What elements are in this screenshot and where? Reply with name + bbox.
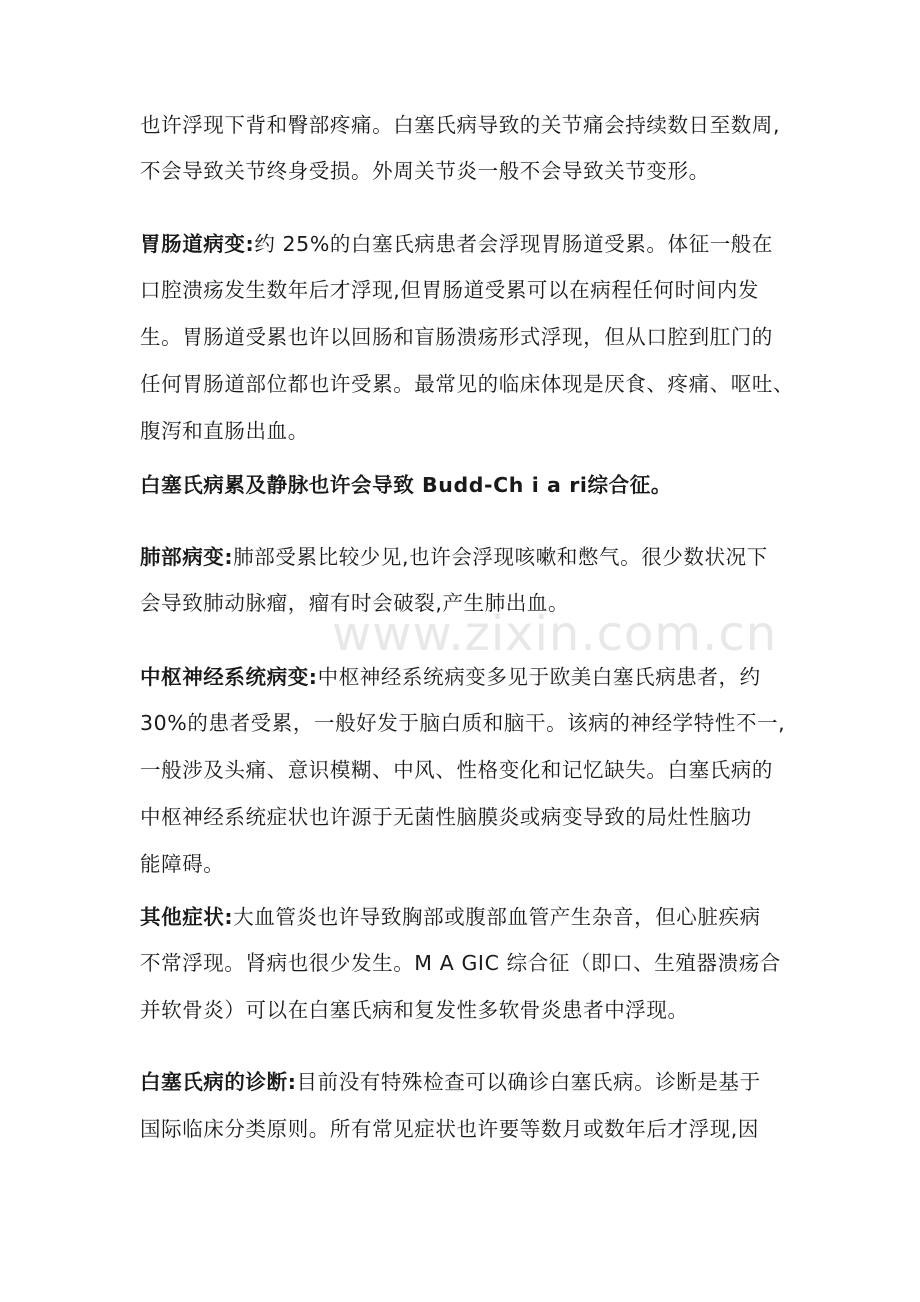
body-text: 任何胃肠道部位都也许受累。最常见的临床体现是厌食、疼痛、呕吐、: [140, 372, 795, 396]
body-text: 生。胃肠道受累也许以回肠和盲肠溃疡形式浮现，但从口腔到肛门的: [140, 325, 773, 349]
text-line: [140, 849, 800, 879]
body-text: 腹泻和直肠出血。: [140, 419, 309, 443]
text-line: [140, 802, 800, 832]
text-line: [140, 542, 800, 572]
body-text: 也许浮现下背和臀部疼痛。白塞氏病导致的关节痛会持续数日至数周,: [140, 113, 781, 137]
text-line: [140, 995, 800, 1025]
body-text: 中枢神经系统病变多见于欧美白塞氏病患者，约: [317, 665, 761, 689]
text-line: [140, 755, 800, 785]
body-text: 国际临床分类原则。所有常见症状也许要等数月或数年后才浮现,因: [140, 1117, 760, 1141]
section-heading: 白塞氏病的诊断:: [140, 1070, 297, 1094]
body-text: 肺部受累比较少见,也许会浮现咳嗽和憋气。很少数状况下: [233, 545, 768, 569]
body-text: 口腔溃疡发生数年后才浮现,但胃肠道受累可以在病程任何时间内发: [140, 278, 760, 302]
body-text: 约 25%的白塞氏病患者会浮现胃肠道受累。体征一般在: [254, 232, 773, 256]
text-line: [140, 156, 800, 186]
text-line: [140, 948, 800, 978]
text-line: [140, 275, 800, 305]
body-text: 能障碍。: [140, 852, 225, 876]
text-line: [140, 229, 800, 259]
body-text: 不会导致关节终身受损。外周关节炎一般不会导致关节变形。: [140, 159, 710, 183]
text-line: [140, 1114, 800, 1144]
text-line: [140, 416, 800, 446]
text-line: [140, 110, 800, 140]
body-text: 不常浮现。肾病也很少发生。M A GIC 综合征（即口、生殖器溃疡合: [140, 951, 781, 975]
text-line: [140, 322, 800, 352]
body-text: 目前没有特殊检查可以确诊白塞氏病。诊断是基于: [296, 1070, 761, 1094]
text-line: [140, 902, 800, 932]
text-line: [140, 662, 800, 692]
text-line: [140, 470, 800, 500]
text-line: [140, 1067, 800, 1097]
section-heading: 中枢神经系统病变:: [140, 665, 318, 689]
body-text: 并软骨炎）可以在白塞氏病和复发性多软骨炎患者中浮现。: [140, 998, 689, 1022]
section-heading: 其他症状:: [140, 905, 234, 929]
text-line: [140, 708, 800, 738]
text-line: [140, 588, 800, 618]
section-heading: 白塞氏病累及静脉也许会导致 Budd-Ch i a ri综合征。: [140, 473, 672, 497]
body-text: 会导致肺动脉瘤，瘤有时会破裂,产生肺出血。: [140, 591, 570, 615]
watermark: www.zixin.com.cn: [332, 606, 778, 662]
body-text: 中枢神经系统症状也许源于无菌性脑膜炎或病变导致的局灶性脑功: [140, 805, 752, 829]
section-heading: 胃肠道病变:: [140, 232, 255, 256]
text-line: [140, 369, 800, 399]
body-text: 一般涉及头痛、意识模糊、中风、性格变化和记忆缺失。白塞氏病的: [140, 758, 773, 782]
body-text: 大血管炎也许导致胸部或腹部血管产生杂音，但心脏疾病: [233, 905, 761, 929]
section-heading: 肺部病变:: [140, 545, 234, 569]
body-text: 30%的患者受累，一般好发于脑白质和脑干。该病的神经学特性不一,: [140, 711, 786, 735]
